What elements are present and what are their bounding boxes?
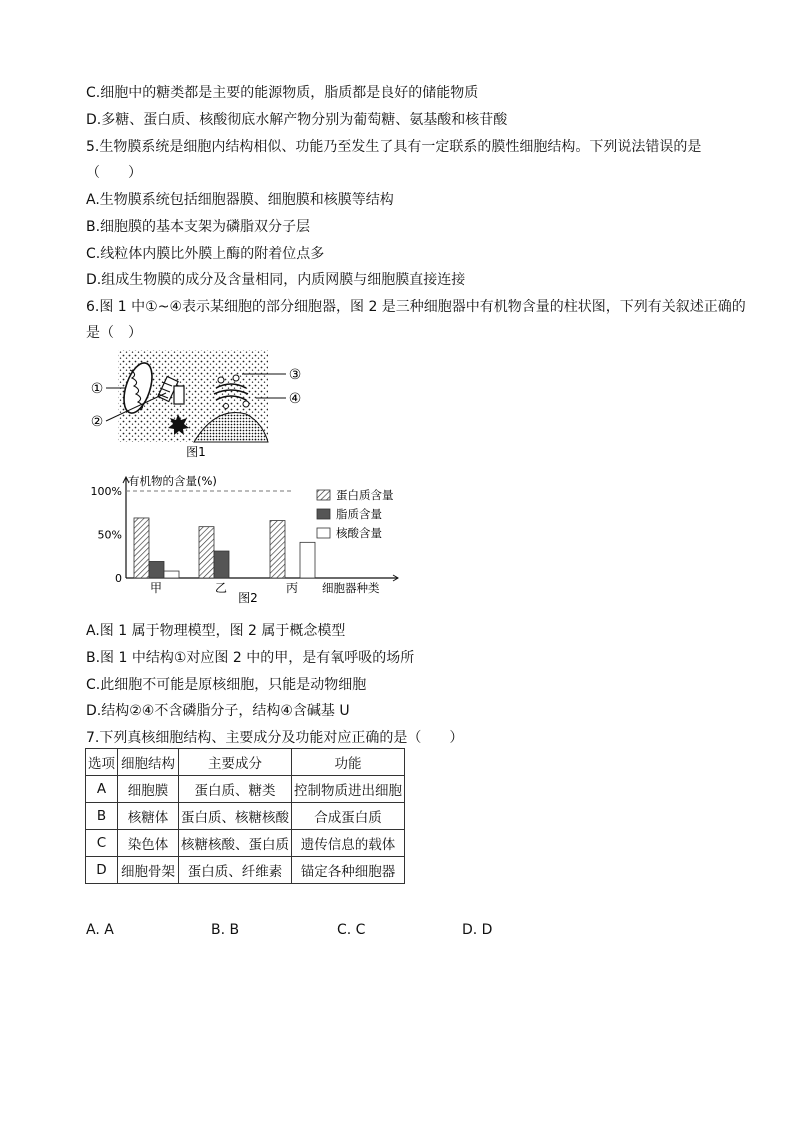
table-header-row (86, 749, 405, 776)
q5-stem: 5.生物膜系统是细胞内结构相似、功能乃至发生了具有一定联系的膜性细胞结构。下列说法错误的是 (86, 139, 702, 155)
q6-stem-line1: 6.图 1 中①~④表示某细胞的部分细胞器，图 2 是三种细胞器中有机物含量的柱状图，下列有关叙述正确的 (86, 299, 746, 315)
x-tick-label: 甲 (149, 581, 163, 595)
q5-option-a: A.生物膜系统包括细胞器膜、细胞膜和核膜等结构 (86, 192, 394, 208)
svg-text:②: ② (90, 414, 104, 430)
y-tick-label: 100% (90, 485, 122, 498)
table-cell: 细胞骨架 (118, 857, 179, 884)
table-cell: 染色体 (118, 830, 179, 857)
table-row (86, 776, 405, 803)
q6-option-a: A.图 1 属于物理模型，图 2 属于概念模型 (86, 623, 346, 639)
table-cell: 蛋白质、纤维素 (179, 857, 292, 884)
svg-text:④: ④ (288, 391, 302, 407)
q7-answer-c: C. C (337, 922, 366, 938)
q4-option-d: D.多糖、蛋白质、核酸彻底水解产物分别为葡萄糖、氨基酸和核苷酸 (86, 112, 508, 128)
legend-swatch (317, 528, 330, 538)
header-cell: 功能 (292, 749, 405, 776)
organic-content-bar-chart (86, 474, 416, 606)
bar-2-2 (300, 542, 315, 578)
q6-stem-line2: 是（ ） (86, 325, 142, 341)
x-tick-label: 丙 (285, 581, 299, 595)
bar-1-1 (214, 551, 229, 578)
q6-option-b: B.图 1 中结构①对应图 2 中的甲，是有氧呼吸的场所 (86, 650, 415, 666)
legend-swatch (317, 490, 330, 500)
y-tick-label: 0 (115, 572, 122, 585)
table-cell: 核糖体 (118, 803, 179, 830)
y-tick-label: 50% (97, 528, 122, 542)
table-cell: C (86, 830, 118, 857)
legend-label: 蛋白质含量 (336, 488, 394, 502)
q6-option-d: D.结构②④不含磷脂分子，结构④含碱基 U (86, 703, 350, 719)
table-cell: 蛋白质、糖类 (179, 776, 292, 803)
header-cell: 选项 (86, 749, 118, 776)
legend-label: 核酸含量 (336, 526, 382, 540)
q7-answer-d: D. D (462, 922, 493, 938)
x-axis-label: 细胞器种类 (322, 581, 380, 595)
table-row (86, 803, 405, 830)
x-tick-label: 乙 (214, 581, 228, 595)
q5-option-c: C.线粒体内膜比外膜上酶的附着位点多 (86, 246, 325, 262)
q5-option-b: B.细胞膜的基本支架为磷脂双分子层 (86, 219, 311, 235)
bar-0-0 (134, 518, 149, 578)
cell-organelle-figure (86, 348, 306, 460)
q5-answer-bracket: （ ） (86, 165, 142, 181)
table-cell: 遗传信息的载体 (292, 830, 405, 857)
table-cell: D (86, 857, 118, 884)
bar-0-1 (199, 527, 214, 578)
bar-0-2 (270, 521, 285, 578)
svg-text:③: ③ (288, 367, 302, 383)
q7-table (85, 748, 405, 884)
y-axis-label: 有机物的含量(%) (128, 474, 217, 488)
legend-label: 脂质含量 (336, 507, 382, 521)
table-row (86, 830, 405, 857)
table-cell: B (86, 803, 118, 830)
header-cell: 细胞结构 (118, 749, 179, 776)
table-cell: 细胞膜 (118, 776, 179, 803)
bar-1-0 (149, 561, 164, 578)
svg-text:①: ① (90, 381, 104, 397)
q7-answer-b: B. B (211, 922, 240, 938)
header-cell: 主要成分 (179, 749, 292, 776)
legend-swatch (317, 509, 330, 519)
bar-2-0 (164, 571, 179, 578)
table-cell: 锚定各种细胞器 (292, 857, 405, 884)
table-cell: 控制物质进出细胞 (292, 776, 405, 803)
q7-stem: 7.下列真核细胞结构、主要成分及功能对应正确的是（ ） (86, 730, 464, 746)
table-cell: 合成蛋白质 (292, 803, 405, 830)
table-row (86, 857, 405, 884)
q6-option-c: C.此细胞不可能是原核细胞，只能是动物细胞 (86, 677, 367, 693)
chart-caption: 图2 (238, 591, 258, 605)
fig1-caption: 图1 (186, 445, 206, 459)
q5-option-d: D.组成生物膜的成分及含量相同，内质网膜与细胞膜直接连接 (86, 272, 466, 288)
q4-option-c: C.细胞中的糖类都是主要的能源物质，脂质都是良好的储能物质 (86, 85, 479, 101)
q7-answer-a: A. A (86, 922, 114, 938)
table-cell: 蛋白质、核糖核酸 (179, 803, 292, 830)
table-cell: 核糖核酸、蛋白质 (179, 830, 292, 857)
table-cell: A (86, 776, 118, 803)
